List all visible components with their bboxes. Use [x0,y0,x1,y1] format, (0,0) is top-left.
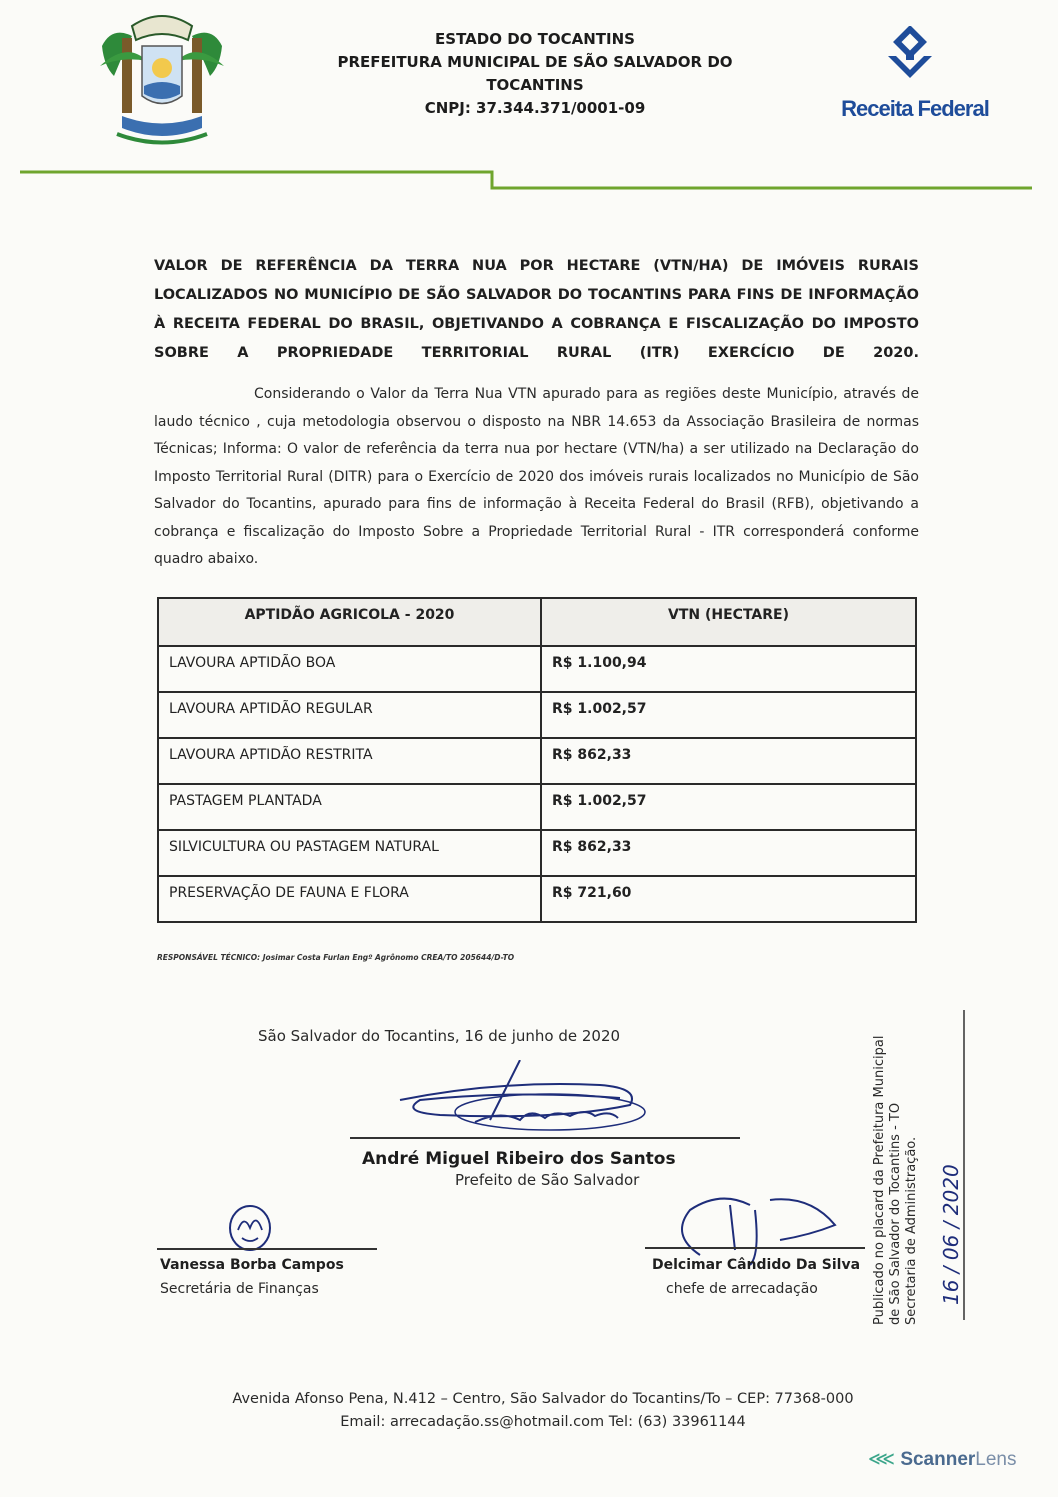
table-row [158,646,916,692]
technical-responsible-note: RESPONSÁVEL TÉCNICO: Josimar Costa Furlan Engº Agrônomo CREA/TO 205644/D-TO [157,953,515,962]
stamp-line: Publicado no placard da Prefeitura Municipal [872,1035,887,1325]
row-category: LAVOURA APTIDÃO BOA [158,646,541,692]
row-category: PRESERVAÇÃO DE FAUNA E FLORA [158,876,541,922]
receita-federal-label: Receita Federal [841,96,989,121]
header-block [320,28,750,120]
row-category: LAVOURA APTIDÃO RESTRITA [158,738,541,784]
mayor-signature-line [350,1137,740,1139]
table-row [158,830,916,876]
row-category: PASTAGEM PLANTADA [158,784,541,830]
stamp-text [872,1005,920,1325]
header-prefecture: PREFEITURA MUNICIPAL DE SÃO SALVADOR DO [337,53,733,71]
stamp-date-text: 16 / 06 / 2020 [939,1164,963,1305]
municipal-crest-logo [92,6,232,156]
header-divider [20,168,1040,192]
place-and-date: São Salvador do Tocantins, 16 de junho de 2020 [258,1027,621,1045]
row-value: R$ 1.100,94 [541,646,916,692]
finance-secretary-role: Secretária de Finanças [160,1281,319,1297]
receita-federal-icon [880,26,940,86]
collection-chief-role: chefe de arrecadação [666,1281,818,1297]
header-state: ESTADO DO TOCANTINS [435,30,635,48]
header-vtn: VTN (HECTARE) [541,598,916,646]
document-body: Considerando o Valor da Terra Nua VTN apurado para as regiões deste Município, através de laudo técnico , cuja metodologia observou o disposto na NBR 14.653 da Associação Brasileira de normas Técnicas; Informa: O valor de referência da terra nua por hectare (VTN/ha) a ser utilizado na Declaração do Imposto Territorial Rural (DITR) para o Exercício de 2020 dos imóveis rurais localizados no Município de São Salvador do Tocantins, apurado para fins de informação à Receita Federal do Brasil (RFB), objetivando a cobrança e fiscalização do Imposto Sobre a Propriedade Territorial Rural - ITR corresponderá conforme quadro abaixo. [154,386,919,567]
finance-secretary-signature [222,1200,278,1260]
row-value: R$ 862,33 [541,738,916,784]
footer-address: Avenida Afonso Pena, N.412 – Centro, São Salvador do Tocantins/To – CEP: 77368-000 [232,1391,854,1407]
stamp-handwritten-date [934,1005,974,1325]
mayor-role: Prefeito de São Salvador [455,1171,640,1189]
publication-stamp [872,1005,982,1325]
row-category: LAVOURA APTIDÃO REGULAR [158,692,541,738]
mayor-name: André Miguel Ribeiro dos Santos [362,1149,676,1169]
vtn-table [157,597,917,923]
collection-chief-name: Delcimar Cândido Da Silva [652,1257,861,1273]
footer-contact: Email: arrecadação.ss@hotmail.com Tel: (63) 33961144 [340,1414,746,1430]
header-aptidao: APTIDÃO AGRICOLA - 2020 [158,598,541,646]
table-row [158,876,916,922]
watermark-light: Lens [975,1449,1017,1470]
scanner-icon: ⋘ [868,1449,896,1470]
stamp-line: de São Salvador do Tocantins - TO [888,1102,903,1325]
table-row [158,784,916,830]
header-municipality: TOCANTINS [486,76,584,94]
table-row [158,692,916,738]
table-header-row [158,598,916,646]
document-title: VALOR DE REFERÊNCIA DA TERRA NUA POR HECTARE (VTN/HA) DE IMÓVEIS RURAIS LOCALIZADOS NO MUNICÍPIO DE SÃO SALVADOR DO TOCANTINS PARA FINS DE INFORMAÇÃO À RECEITA FEDERAL DO BRASIL, OBJETIVANDO A COBRANÇA E FISCALIZAÇÃO DO IMPOSTO SOBRE A PROPRIEDADE TERRITORIAL RURAL (ITR) EXERCÍCIO DE 2020. [154,258,919,361]
collection-signature-line [645,1247,865,1249]
row-value: R$ 862,33 [541,830,916,876]
watermark-bold: Scanner [900,1449,976,1470]
row-value: R$ 1.002,57 [541,784,916,830]
stamp-line: Secretaria de Administração. [904,1136,919,1325]
finance-secretary-name: Vanessa Borba Campos [160,1257,344,1273]
scannerlens-watermark [868,1448,1017,1471]
row-category: SILVICULTURA OU PASTAGEM NATURAL [158,830,541,876]
table-row [158,738,916,784]
row-value: R$ 721,60 [541,876,916,922]
finance-signature-line [157,1248,377,1250]
row-value: R$ 1.002,57 [541,692,916,738]
header-cnpj: CNPJ: 37.344.371/0001-09 [424,99,646,117]
